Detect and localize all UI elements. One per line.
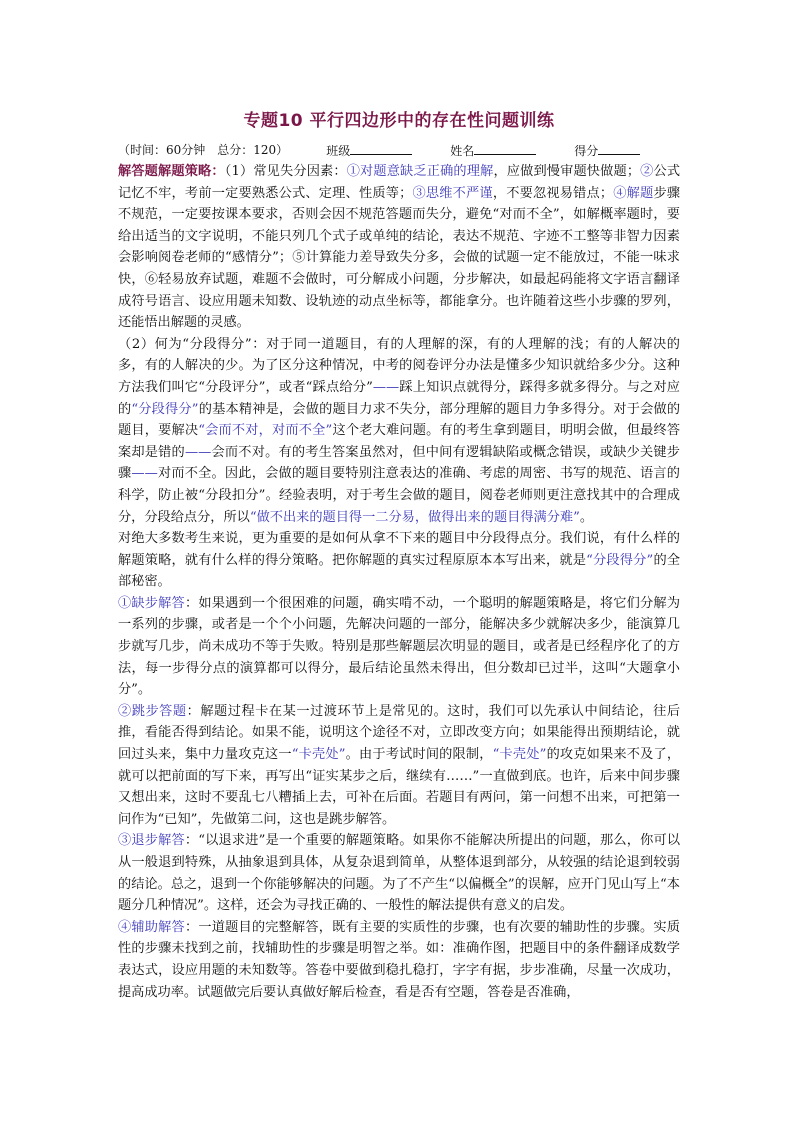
score-label: 得分 [574,144,599,158]
name-label: 姓名 [450,144,475,158]
text-run: ：一道题目的完整解答，既有主要的实质性的步骤，也有次要的辅助性的步骤。实质性的步骤未找到之前，找辅助性的步骤是明智之举。如：准确作图，把题目中的条件翻译成数学表达式，设应用题的未知数等。答卷中要做到稳扎稳打，字字有据，步步准确，尽量一次成功，提高成功率。试题做完后要认真做好解后检查，看是否有空题，答卷是否准确， [118,919,681,1000]
highlight-run: —— [131,466,158,482]
text-run: 。 [579,509,594,525]
highlight-run: ② [640,164,654,179]
text-run: ⑥轻易放弃试题，难题不会做时，可分解成小问题，分步解决，如最起码能将文字语言翻译成符号语言、设应用题未知数、设轨迹的动点坐标等，都能拿分。也许随着这些小步骤的罗列，还能悟出解题的灵感。 [118,271,681,331]
section-heading-missing-step: ①缺步解答 [118,595,185,611]
text-run: ：“以退求进”是一个重要的解题策略。如果你不能解决所提出的问题，那么，你可以从一般退到特殊，从抽象退到具体，从复杂退到简单，从整体退到部分，从较强的结论退到较弱的结论。总之，退到一个你能够解决的问题。为了不产生“以偏概全”的误解，应开门见山写上“本题分几种情况”。这样，还会为寻找正确的、一般性的解法提供有意义的启发。 [118,833,681,914]
highlight-run: ①对题意缺乏正确的理解 [346,164,494,179]
section-heading-step-back: ③退步解答 [118,833,185,849]
text-run: ：如果遇到一个很困难的问题，确实啃不动，一个聪明的解题策略是，将它们分解为一系列的步骤，或者是一个个小问题，先解决问题的一部分，能解决多少就解决多少，能演算几步就写几步，尚未成功不等于失败。特别是那些解题层次明显的题目，或者是已经程序化了的方法，每一步得分点的演算都可以得分，最后结论虽然未得出，但分数却已过半，这叫“大题拿小分”。 [118,595,681,698]
paragraph-auxiliary [118,917,680,1003]
paragraph-skip-step [118,701,680,831]
text-run: 。由于考试时间的限制， [345,747,493,763]
text-run: 对绝大多数考生来说，更为重要的是如何从拿不下来的题目中分段得点分。我们说，有什么样的解题策略，就有什么样的得分策略。把你解题的真实过程原原本本写出来，就是 [118,531,680,568]
text-run: ，不要忽视易错点； [492,185,614,201]
section-heading-skip-step: ②跳步答题 [118,703,187,719]
page-title: 专题10 平行四边形中的存在性问题训练 [243,111,555,131]
paragraph-majority-students [118,528,680,593]
highlight-run: “分段得分” [586,552,654,568]
paragraph-strategy-intro [118,161,680,334]
text-run: 会而不对。有的考生答案虽然对，但中间有逻辑缺陷或概念错误，或缺少关键步骤 [118,444,680,482]
name-field [450,141,536,161]
highlight-run: —— [372,379,400,395]
text-run: ：解题过程卡在某一过渡环节上是常见的。这时，我们可以先承认中间结论，往后推，看能否得到结论。如果不能，说明这个途径不对，立即改变方向；如果能得出预期结论，就回过头来，集中力量攻克这一 [118,703,681,763]
paragraph-segment-scoring [118,334,680,528]
text-run: 步骤不规范，一定要按课本要求，否则会因不规范答题而失分，避免“对而不全”，如解概率题时，要给出适当的文字说明，不能只列几个式子或单纯的结论，表达不规范、字迹不工整等非智力因素会影响阅卷老师的“感情分”；⑤计算能力差导致失分多，会做的试题一定不能放过，不能一味求快， [118,185,681,287]
paragraph-step-back [118,830,680,916]
highlight-run: “会而不对，对而不全” [198,423,333,439]
class-field [326,141,412,161]
text-run: ，应做到慢审题快做题； [493,164,641,179]
exam-meta-line [118,141,680,161]
highlight-run: “卡壳处” [492,747,547,763]
class-label: 班级 [326,144,351,158]
text-run: （2）何为“分段得分”：对于同一道题目，有的人理解的深，有的人理解的浅；有的人解决的多，有的人解决的少。为了区分这种情况，中考的阅卷评分办法是懂多少知识就给多少分。这种方法我们叫它“分段评分”，或者“踩点给分” [118,336,680,395]
text-run: 的基本精神是，会做的题目力求不失分，部分理解的题目力争多得分。对于会做的题目，要解决 [118,401,681,439]
text-run: （1）常见失分因素： [224,164,347,179]
name-blank [474,141,536,155]
class-blank [350,141,412,155]
text-run: 对而不全。因此，会做的题目要特别注意表达的准确、考虑的周密、书写的规范、语言的科学，防止被“分段扣分”。经验表明，对于考生会做的题目，阅卷老师则更注意找其中的合理成分，分段给点分，所以 [118,466,680,525]
paragraph-missing-step [118,593,680,701]
text-run: 的全部秘密。 [118,552,681,590]
highlight-run: ③思维不严谨 [412,185,493,201]
time-score-info: （时间：60分钟 总分：120） [118,143,289,157]
score-blank [598,141,640,155]
text-run: 公式记忆不牢，考前一定要熟悉公式、定理、性质等； [118,164,681,201]
document-page [118,100,680,1003]
highlight-run: “卡壳处” [291,747,346,763]
text-run: 的攻克如果来不及了，就可以把前面的写下来，再写出“证实某步之后，继续有……”一直做到底。也许，后来中间步骤又想出来，这时不要乱七八糟插上去，可补在后面。若题目有两问，第一问想不出来，可把第一问作为“已知”，先做第二问，这也是跳步解答。 [118,747,681,827]
highlight-run: “做不出来的题目得一二分易，做得出来的题目得满分难” [249,509,580,525]
section-heading-auxiliary: ④辅助解答 [118,919,185,935]
highlight-run: ④解题 [613,185,654,201]
text-run: 这个老大难问题。有的考生拿到题目，明明会做，但最终答案却是错的 [118,423,681,460]
text-run: 踩上知识点就得分，踩得多就多得分。与之对应的 [118,379,680,417]
highlight-run: “分段得分” [131,401,199,417]
highlight-run: —— [184,444,212,460]
score-field [574,141,640,161]
strategy-lead: 解答题解题策略： [118,164,225,179]
